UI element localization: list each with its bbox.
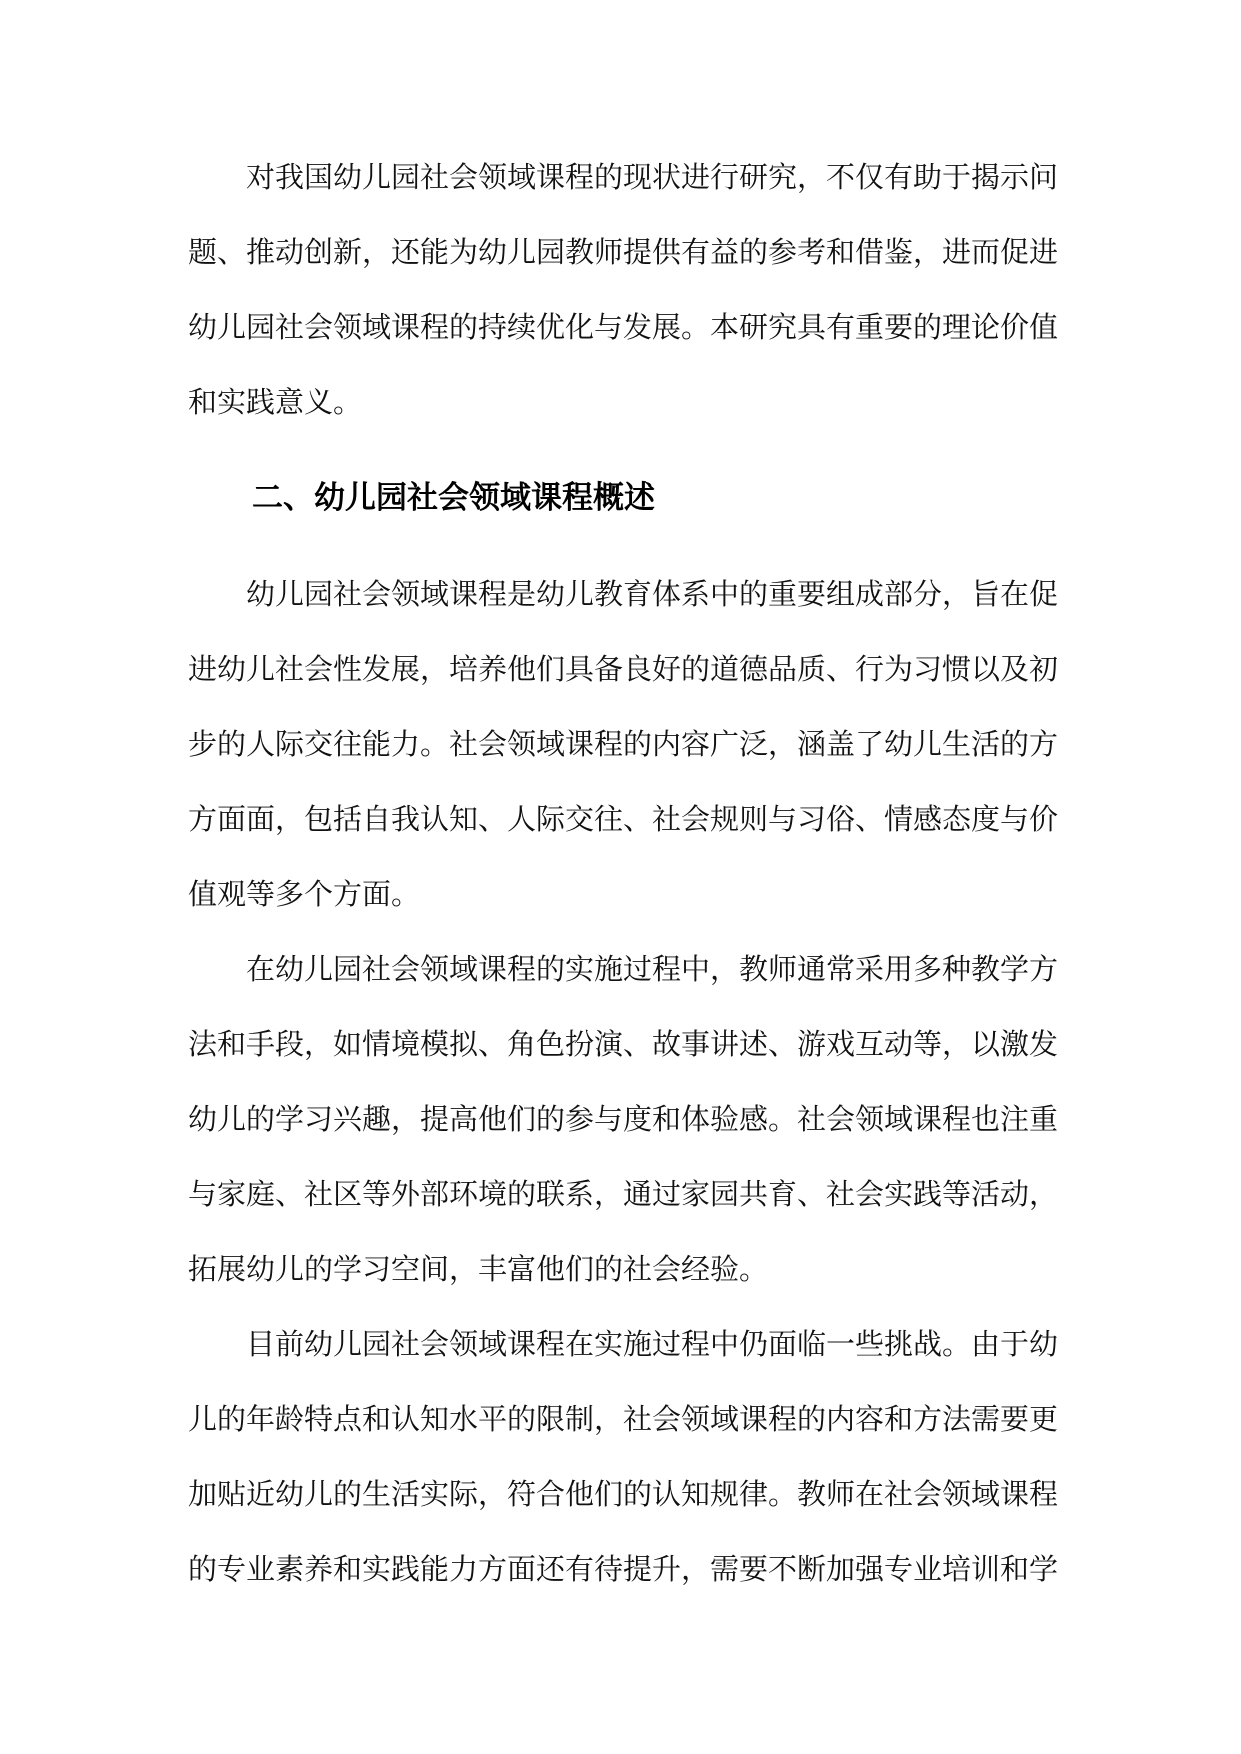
section-heading: 二、幼儿园社会领域课程概述 — [252, 480, 655, 516]
paragraph-course-overview: 幼儿园社会领域课程是幼儿教育体系中的重要组成部分，旨在促进幼儿社会性发展，培养他们具备良好的道德品质、行为习惯以及初步的人际交往能力。社会领域课程的内容广泛，涵盖了幼儿生活的方方面面，包括自我认知、人际交往、社会规则与习俗、情感态度与价值观等多个方面。 — [188, 577, 1059, 911]
paragraph-course-challenges: 目前幼儿园社会领域课程在实施过程中仍面临一些挑战。由于幼儿的年龄特点和认知水平的限制，社会领域课程的内容和方法需要更加贴近幼儿的生活实际，符合他们的认知规律。教师在社会领域课程的专业素养和实践能力方面还有待提升，需要不断加强专业培训和学 — [188, 1327, 1059, 1586]
paragraph-research-significance: 对我国幼儿园社会领域课程的现状进行研究，不仅有助于揭示问题、推动创新，还能为幼儿园教师提供有益的参考和借鉴，进而促进幼儿园社会领域课程的持续优化与发展。本研究具有重要的理论价值和实践意义。 — [188, 160, 1059, 419]
document-body — [188, 140, 1058, 1607]
paragraph-course-implementation: 在幼儿园社会领域课程的实施过程中，教师通常采用多种教学方法和手段，如情境模拟、角色扮演、故事讲述、游戏互动等，以激发幼儿的学习兴趣，提高他们的参与度和体验感。社会领域课程也注重与家庭、社区等外部环境的联系，通过家园共育、社会实践等活动，拓展幼儿的学习空间，丰富他们的社会经验。 — [188, 952, 1059, 1286]
